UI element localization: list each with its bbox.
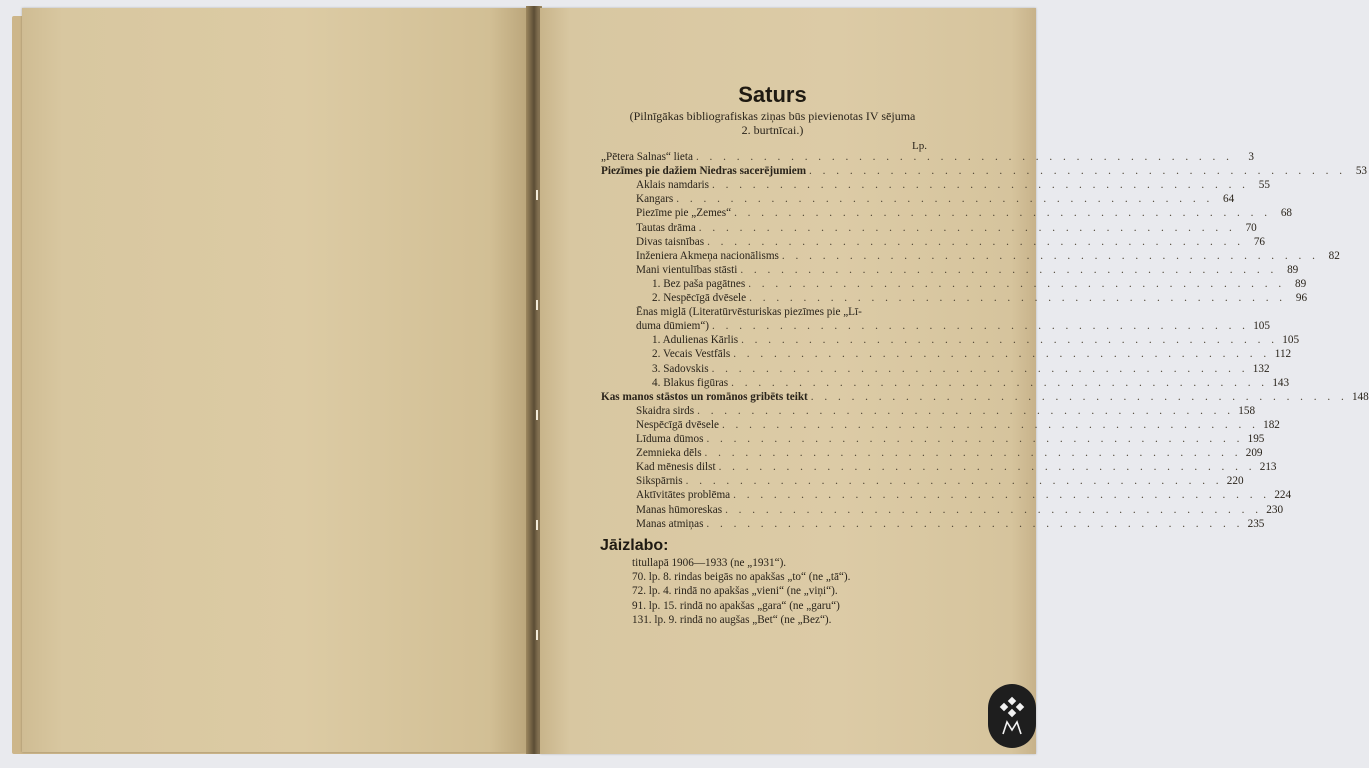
binding-stitch (536, 410, 538, 420)
toc-entry-page: 148 (1351, 390, 1369, 403)
toc-entry-title: Aklais namdaris (636, 179, 710, 192)
page-title: Saturs (738, 82, 807, 107)
binding-stitch (536, 520, 538, 530)
toc-entry-title: 3. Sadovskis (652, 362, 709, 375)
toc-entry-title: Kas manos stāstos un romānos gribēts teikt (601, 390, 808, 403)
toc-row (636, 178, 1270, 192)
toc-entry-title: Mani vientulības stāsti (636, 263, 738, 276)
left-page-blank (22, 8, 530, 752)
toc-row (636, 249, 1340, 263)
subtitle-line: (Pilnīgākas bibliografiskas ziņas būs pievienotas IV sējuma (629, 109, 916, 123)
toc-entry-page: 220 (1226, 475, 1244, 488)
toc-row (636, 404, 1256, 418)
toc-leader-dots: . . . . . . . . . . . . . . . . . . . . . . . . . . . . . . . . . . . . . . . . (676, 193, 1214, 206)
toc-entry-page: 195 (1247, 433, 1265, 445)
errata-line: 91. lp. 15. rindā no apakšas „gara“ (ne „garu“) (632, 599, 840, 612)
toc-entry-title: 1. Bez paša pagātnes (652, 277, 746, 290)
toc-entry-title: Skaidra sirds (636, 404, 695, 417)
toc-entry-page: 3 (1248, 151, 1254, 163)
toc-row (652, 347, 1292, 361)
toc-entry-page: 53 (1355, 165, 1367, 178)
toc-row (601, 150, 1254, 164)
toc-entry-page: 76 (1253, 235, 1266, 248)
errata-line: 72. lp. 4. rindā no apakšas „vieni“ (ne „viņi“). (632, 585, 838, 598)
toc-entry-page: 82 (1328, 249, 1340, 262)
toc-entry-page: 158 (1238, 404, 1256, 417)
toc-leader-dots: . . . . . . . . . . . . . . . . . . . . . . . . . . . . . . . . . . . . . . . . (698, 221, 1236, 234)
subtitle-line: 2. burtnīcai.) (741, 123, 804, 137)
toc-entry-page: 209 (1245, 447, 1263, 460)
toc-row (636, 446, 1263, 460)
toc-leader-dots: . . . . . . . . . . . . . . . . . . . . . . . . . . . . . . . . . . . . . . . . (733, 348, 1271, 361)
toc-leader-dots: . . . . . . . . . . . . . . . . . . . . . . . . . . . . . . . . . . . . . . . . (695, 151, 1233, 163)
toc-entry-title: Piezīme pie „Zemes“ (636, 207, 732, 220)
binding-stitch (536, 190, 538, 200)
toc-entry-title: Piezīmes pie dažiem Niedras sacerējumiem (601, 165, 807, 178)
library-logo-icon (988, 684, 1036, 748)
page-subtitle (600, 109, 945, 137)
errata-line: 70. lp. 8. rindas beigās no apakšas „to“ (ne „tā“). (632, 571, 851, 584)
toc-leader-dots: . . . . . . . . . . . . . . . . . . . . . . . . . . . . . . . . . . . . . . . . (733, 489, 1271, 502)
toc-entry-page: 105 (1253, 320, 1270, 333)
toc-entry-title: Manas atmiņas (636, 517, 704, 530)
toc-entry-page: 224 (1274, 489, 1292, 502)
toc-entry-page: 132 (1252, 362, 1270, 375)
toc-leader-dots: . . . . . . . . . . . . . . . . . . . . . . . . . . . . . . . . . . . . . . . . (712, 179, 1249, 192)
toc-entry-title: Nespēcīgā dvēsele (636, 418, 719, 431)
toc-entry-page: 89 (1287, 263, 1299, 276)
toc-leader-dots: . . . . . . . . . . . . . . . . . . . . . . . . . . . . . . . . . . . . . . . . (741, 334, 1279, 347)
toc-entry-title: Kad mēnesis dilst (636, 461, 716, 474)
toc-row (652, 277, 1307, 291)
toc-leader-dots: . . . . . . . . . . . . . . . . . . . . . . . . . . . . . . . . . . . . . . . . (697, 404, 1235, 417)
errata-heading: Jāizlabo: (600, 537, 669, 554)
toc-leader-dots: . . . . . . . . . . . . . . . . . . . . . . . . . . . . . . . . . . . . . . . . (725, 503, 1263, 516)
toc-entry-title: Zemnieka dēls (636, 447, 702, 460)
toc-entry-title: Kangars (636, 193, 674, 206)
toc-entry-title: Tautas drāma (636, 221, 696, 234)
toc-entry-page: 64 (1223, 193, 1235, 206)
toc-entry-title: Sikspārnis (636, 475, 683, 488)
toc-leader-dots: . . . . . . . . . . . . . . . . . . . . . . . . . . . . . . . . . . . . . . . . (734, 207, 1272, 220)
toc-leader-dots: . . . . . . . . . . . . . . . . . . . . . . . . . . . . . . . . . . . . . . . . (706, 517, 1244, 530)
toc-entry-page: 143 (1272, 376, 1290, 389)
toc-row (636, 503, 1284, 517)
toc-row (636, 474, 1244, 488)
toc-row (636, 432, 1265, 446)
toc-entry-page: 112 (1274, 348, 1292, 361)
toc-leader-dots: . . . . . . . . . . . . . . . . . . . . . . . . . . . . . . . . . . . . . . . . (706, 433, 1244, 445)
toc-row (636, 263, 1299, 277)
toc-row (636, 192, 1235, 206)
toc-row (636, 206, 1293, 220)
toc-entry-title: 1. Adulienas Kārlis (652, 334, 739, 347)
toc-leader-dots: . . . . . . . . . . . . . . . . . . . . . . . . . . . . . . . . . . . . . . . . (809, 165, 1346, 178)
toc-leader-dots: . . . . . . . . . . . . . . . . . . . . . . . . . . . . . . . . . . . . . . . . (718, 461, 1256, 474)
toc-entry-page: 96 (1295, 292, 1308, 304)
toc-leader-dots: . . . . . . . . . . . . . . . . . . . . . . . . . . . . . . . . . . . . . . . . (704, 447, 1242, 460)
toc-entry-title: 4. Blakus figūras (652, 376, 729, 389)
toc-row (601, 390, 1369, 404)
toc-entry-page: 89 (1294, 277, 1307, 290)
page-column-label: Lp. (912, 140, 927, 152)
toc-entry-page: 55 (1258, 179, 1270, 192)
toc-entry-title: Inženiera Akmeņa nacionālisms (636, 249, 779, 262)
toc-leader-dots: . . . . . . . . . . . . . . . . . . . . . . . . . . . . . . . . . . . . . . . . (810, 390, 1348, 403)
toc-entry-page: 105 (1282, 334, 1300, 347)
toc-row (652, 333, 1300, 347)
toc-leader-dots: . . . . . . . . . . . . . . . . . . . . . . . . . . . . . . . . . . . . . . . . (749, 292, 1287, 304)
toc-entry-page: 213 (1259, 461, 1277, 474)
toc-leader-dots: . . . . . . . . . . . . . . . . . . . . . . . . . . . . . . . . . . . . . . . . (712, 320, 1249, 333)
toc-row (636, 305, 932, 319)
toc-row (636, 488, 1292, 502)
toc-entry-title: Ēnas miglā (Literatūrvēsturiskas piezīmes pie „Lī- (636, 306, 862, 319)
toc-leader-dots: . . . . . . . . . . . . . . . . . . . . . . . . . . . . . . . . . . . . . . . . (748, 277, 1286, 290)
toc-entry-title: duma dūmiem“) (636, 320, 710, 333)
errata-line: titullapā 1906—1933 (ne „1931“). (632, 557, 787, 569)
toc-leader-dots: . . . . . . . . . . . . . . . . . . . . . . . . . . . . . . . . . . . . . . . . (740, 263, 1278, 276)
toc-row (652, 376, 1290, 390)
toc-entry-page: 230 (1266, 503, 1284, 516)
toc-leader-dots: . . . . . . . . . . . . . . . . . . . . . . . . . . . . . . . . . . . . . . . . (711, 362, 1249, 375)
toc-row (636, 418, 1280, 432)
toc-leader-dots: . . . . . . . . . . . . . . . . . . . . . . . . . . . . . . . . . . . . . . . . (685, 475, 1223, 488)
toc-entry-title: Manas hūmoreskas (636, 503, 723, 516)
toc-entry-page: 182 (1263, 418, 1280, 431)
toc-row (652, 362, 1270, 376)
toc-entry-page: 235 (1247, 517, 1265, 530)
toc-row (652, 291, 1308, 305)
toc-row (601, 164, 1367, 178)
toc-entry-title: 2. Vecais Vestfāls (652, 348, 731, 361)
toc-entry-title: „Pētera Salnas“ lieta (601, 151, 693, 163)
toc-row (636, 221, 1257, 235)
binding-stitch (536, 630, 538, 640)
toc-row (636, 517, 1265, 531)
toc-leader-dots: . . . . . . . . . . . . . . . . . . . . . . . . . . . . . . . . . . . . . . . . (721, 418, 1259, 431)
toc-entry-title: Aktīvitātes problēma (636, 489, 731, 502)
toc-entry-title: Līduma dūmos (636, 433, 704, 445)
toc-entry-page: 70 (1245, 221, 1257, 234)
toc-entry-page: 68 (1280, 207, 1293, 220)
toc-entry-title: 2. Nespēcīgā dvēsele (652, 292, 747, 304)
binding-stitch (536, 300, 538, 310)
errata-line: 131. lp. 9. rindā no augšas „Bet“ (ne „Bez“). (632, 613, 832, 626)
toc-leader-dots: . . . . . . . . . . . . . . . . . . . . . . . . . . . . . . . . . . . . . . . . (731, 376, 1269, 389)
toc-row (636, 235, 1266, 249)
toc-leader-dots: . . . . . . . . . . . . . . . . . . . . . . . . . . . . . . . . . . . . . . . . (781, 249, 1319, 262)
toc-row (636, 460, 1277, 474)
toc-leader-dots: . . . . . . . . . . . . . . . . . . . . . . . . . . . . . . . . . . . . . . . . (707, 235, 1245, 248)
toc-row (636, 319, 1270, 333)
toc-entry-title: Divas taisnības (636, 235, 705, 248)
